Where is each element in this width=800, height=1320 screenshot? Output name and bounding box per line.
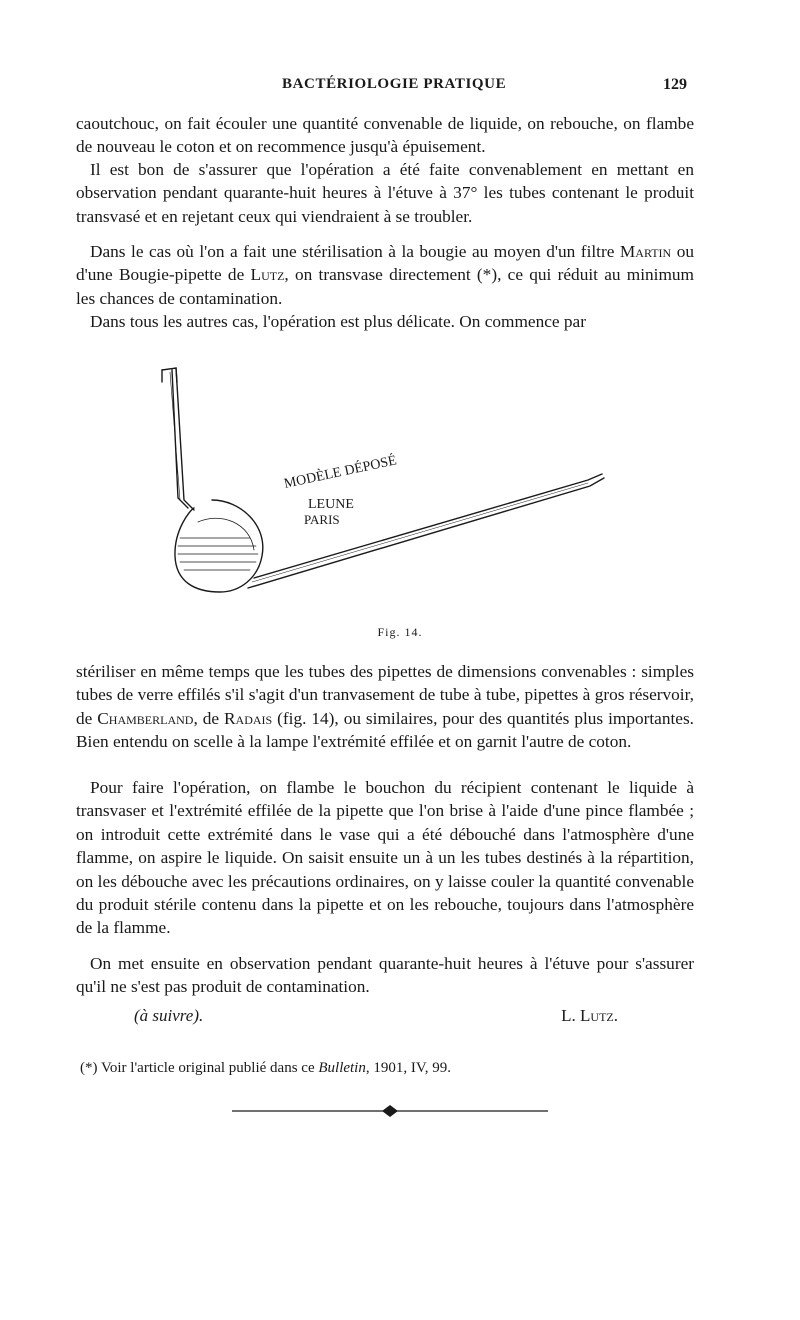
footnote bbox=[80, 1060, 640, 1077]
paragraph-4: Dans tous les autres cas, l'opération est plus délicate. On commence par bbox=[90, 312, 586, 331]
paragraph-7: On met ensuite en observation pendant quarante-huit heures à l'étuve pour s'assurer qu'il ne s'est pas produit de contamination. bbox=[76, 954, 694, 997]
paragraph-3-part-b: ou d'une Bougie-pipette de bbox=[76, 242, 694, 285]
name-lutz: Lutz bbox=[250, 265, 285, 285]
stamp-line-3: PARIS bbox=[304, 512, 340, 527]
paragraph-5-part-b: , de bbox=[193, 708, 220, 728]
running-title: BACTÉRIOLOGIE PRATIQUE bbox=[282, 76, 507, 92]
paragraph-1: caoutchouc, on fait écouler une quantité convenable de liquide, on rebouche, on flambe de nouveau le coton et on recommence jusqu'à épuisement. bbox=[76, 114, 694, 157]
footnote-text-b: , 1901, IV, 99. bbox=[365, 1060, 452, 1076]
a-suivre: (à suivre). bbox=[134, 1006, 204, 1025]
paragraph-5-part-c: (fig. 14), ou similaires, pour des quantités plus importantes. Bien entendu on scelle à la lampe l'extrémité effilée et on garnit l'autre de coton. bbox=[76, 708, 694, 752]
pipette-illustration bbox=[150, 360, 620, 620]
paragraph-3-part-a: Dans le cas où l'on a fait une stérilisation à la bougie au moyen d'un filtre bbox=[90, 242, 615, 261]
paragraph-5-part-a: stériliser en même temps que les tubes des pipettes de dimensions convenables : simples tubes de verre effilés s'il s'agit d'un tranvasement de tube à tube, pipettes à gros réservoir, de bbox=[76, 662, 694, 728]
stamp-line-2: LEUNE bbox=[308, 497, 354, 512]
stamp-line-1: MODÈLE DÉPOSÉ bbox=[282, 453, 399, 492]
end-rule-ornament bbox=[232, 1103, 548, 1119]
paragraph-6: Pour faire l'opération, on flambe le bouchon du récipient contenant le liquide à transvaser et l'extrémité effilée de la pipette que l'on brise à l'aide d'une pince flambée ; on introduit cette extrémité dans le vase qui a été débouché dans l'atmosphère d'une flamme, on aspire le liquide. On saisit ensuite un à un les tubes destinés à la répartition, on les débouche avec les précautions ordinaires, on y laisse couler la quantité convenable du produit stérile contenu dans la pipette et on les rebouche, toujours dans l'atmosphère de la flamme. bbox=[76, 778, 694, 938]
footnote-bulletin: Bulletin bbox=[318, 1060, 366, 1076]
paragraph-3-part-c: , on transvase directement (*), ce qui réduit au minimum les chances de contamination. bbox=[76, 265, 694, 308]
name-martin: Martin bbox=[619, 242, 672, 261]
paragraph-3 bbox=[76, 240, 694, 310]
footnote-marker: (*) bbox=[80, 1060, 98, 1076]
name-radais: Radais bbox=[224, 708, 273, 728]
figure-pipette bbox=[150, 360, 620, 620]
author-signature: L. Lutz. bbox=[561, 1006, 618, 1025]
paragraph-5 bbox=[76, 660, 694, 754]
page-number: 129 bbox=[663, 76, 687, 93]
page-header bbox=[0, 76, 800, 100]
name-chamberland: Chamberland bbox=[97, 708, 194, 728]
figure-caption: Fig. 14. bbox=[377, 625, 423, 639]
signature-line bbox=[76, 1006, 694, 1030]
footnote-text-a: Voir l'article original publié dans ce bbox=[100, 1060, 315, 1076]
paragraph-2: Il est bon de s'assurer que l'opération a été faite convenablement en mettant en observation pendant quarante-huit heures à l'étuve à 37° les tubes contenant le produit transvasé et en rejetant ceux qui viendraient à se troubler. bbox=[76, 160, 694, 226]
